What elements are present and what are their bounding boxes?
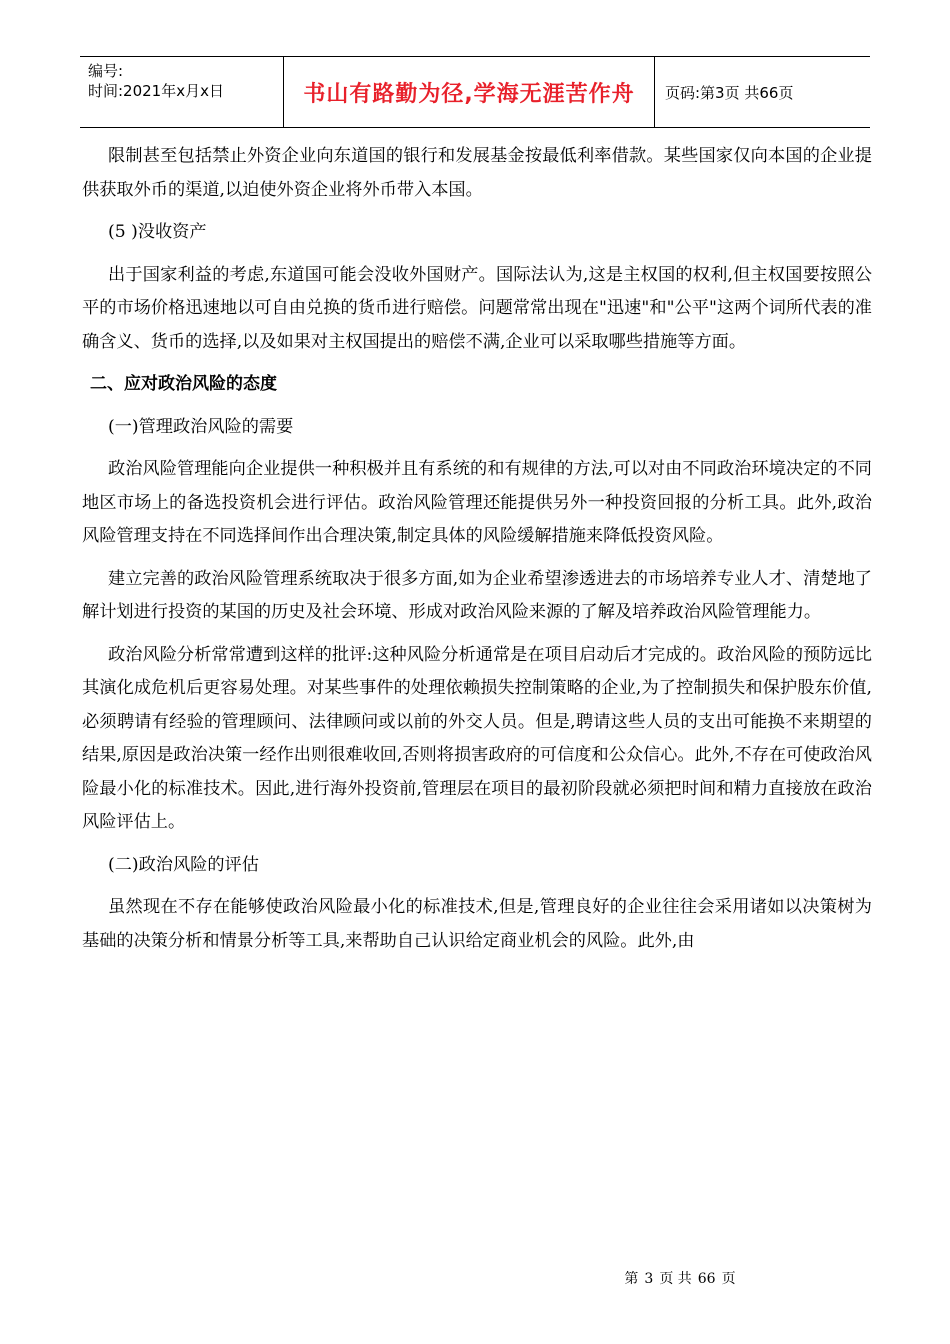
footer-page-number: 3 bbox=[644, 1271, 654, 1287]
paragraph-1: 限制甚至包括禁止外资企业向东道国的银行和发展基金按最低利率借款。某些国家仅向本国的企业提供获取外币的渠道,以迫使外资企业将外币带入本国。 bbox=[82, 146, 872, 200]
section-heading: 二、应对政治风险的态度 bbox=[90, 374, 277, 394]
paragraph-2: 出于国家利益的考虑,东道国可能会没收外国财产。国际法认为,这是主权国的权利,但主权国要按照公平的市场价格迅速地以可自由兑换的货币进行赔偿。问题常常出现在"迅速"和"公平"这两个词所代表的准确含义、货币的选择,以及如果对主权国提出的赔偿不满,企业可以采取哪些措施等方面。 bbox=[82, 264, 872, 352]
subheading-assessment: (二)政治风险的评估 bbox=[108, 854, 259, 875]
footer-prefix: 第 bbox=[624, 1271, 639, 1287]
footer-suffix: 页 bbox=[721, 1271, 736, 1287]
header-motto: 书山有路勤为径,学海无涯苦作舟 bbox=[283, 57, 655, 127]
paragraph-6: 虽然现在不存在能够使政治风险最小化的标准技术,但是,管理良好的企业往往会采用诸如以决策树为基础的决策分析和情景分析等工具,来帮助自己认识给定商业机会的风险。此外,由 bbox=[82, 897, 872, 951]
header-number-label: 编号: bbox=[88, 62, 124, 80]
paragraph-5: 政治风险分析常常遭到这样的批评:这种风险分析通常是在项目启动后才完成的。政治风险的预防远比其演化成危机后更容易处理。对某些事件的处理依赖损失控制策略的企业,为了控制损失和保护股东价值,必须聘请有经验的管理顾问、法律顾问或以前的外交人员。但是,聘请这些人员的支出可能换不来期望的结果,原因是政治决策一经作出则很难收回,否则将损害政府的可信度和公众信心。此外,不存在可使政治风险最小化的标准技术。因此,进行海外投资前,管理层在项目的最初阶段就必须把时间和精力直接放在政治风险评估上。 bbox=[82, 644, 872, 832]
subheading-need: (一)管理政治风险的需要 bbox=[108, 416, 294, 437]
paragraph-4: 建立完善的政治风险管理系统取决于很多方面,如为企业希望渗透进去的市场培养专业人才、清楚地了解计划进行投资的某国的历史及社会环境、形成对政治风险来源的了解及培养政治风险管理能力。 bbox=[82, 568, 872, 622]
header-page-info: 页码:第3页 共66页 bbox=[665, 83, 794, 102]
paragraph-3: 政治风险管理能向企业提供一种积极并且有系统的和有规律的方法,可以对由不同政治环境决定的不同地区市场上的备选投资机会进行评估。政治风险管理还能提供另外一种投资回报的分析工具。此外,政治风险管理支持在不同选择间作出合理决策,制定具体的风险缓解措施来降低投资风险。 bbox=[82, 459, 872, 546]
footer-total-pages: 66 bbox=[697, 1271, 716, 1287]
footer-mid: 页 共 bbox=[659, 1271, 692, 1287]
header-meta bbox=[80, 57, 283, 127]
subheading-confiscation: (5 )没收资产 bbox=[108, 222, 207, 242]
header-time-label: 时间:2021年x月x日 bbox=[88, 82, 224, 100]
page-header bbox=[80, 56, 870, 128]
page-footer bbox=[0, 1268, 950, 1288]
document-body bbox=[82, 140, 872, 967]
